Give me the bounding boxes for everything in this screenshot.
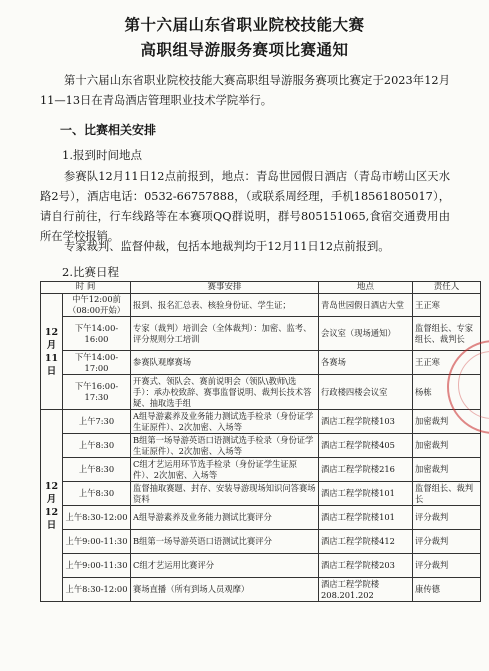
time-cell: 中午12:00前（08:00开始） <box>63 294 131 317</box>
location-cell: 各赛场 <box>319 351 413 375</box>
day-cell: 12月12日 <box>41 410 63 602</box>
header-location: 地点 <box>319 282 413 294</box>
location-cell: 酒店工程学院楼103 <box>319 410 413 434</box>
event-cell: B组第一场导游英语口语测试比赛评分 <box>131 530 319 554</box>
time-cell: 下午16:00-17:30 <box>63 375 131 410</box>
event-cell: A组导游素养及业务能力测试比赛评分 <box>131 506 319 530</box>
header-event: 赛事安排 <box>131 282 319 294</box>
responsible-cell: 加密裁判 <box>413 434 481 458</box>
event-cell: C组才艺运用环节选手检录（身份证学生证原件）、2次加密、入场等 <box>131 458 319 482</box>
table-row <box>41 530 481 554</box>
time-cell: 上午8:30 <box>63 458 131 482</box>
subheading-registration: 1.报到时间地点 <box>62 148 142 162</box>
subheading-schedule: 2.比赛日程 <box>62 265 119 279</box>
time-cell: 下午14:00-17:00 <box>63 351 131 375</box>
event-cell: A组导游素养及业务能力测试选手检录（身份证学生证原件）、2次加密、入场等 <box>131 410 319 434</box>
referee-paragraph: 专家裁判、监督仲裁，包括本地裁判均于12月11日12点前报到。 <box>64 240 390 253</box>
event-cell: 开赛式、领队会、赛前说明会（领队\教师\选手）：承办校致辞、赛事监督说明、裁判长技术答疑、抽取选手组 <box>131 375 319 410</box>
section-heading: 一、比赛相关安排 <box>60 123 157 137</box>
time-cell: 上午8:30-12:00 <box>63 578 131 602</box>
day-cell: 12月11日 <box>41 294 63 410</box>
responsible-cell: 王正寒 <box>413 351 481 375</box>
location-cell: 酒店工程学院楼216 <box>319 458 413 482</box>
event-cell: C组才艺运用比赛评分 <box>131 554 319 578</box>
intro-paragraph: 第十六届山东省职业院校技能大赛高职组导游服务赛项比赛定于2023年12月11—13日在青岛酒店管理职业技术学院举行。 <box>40 74 450 107</box>
responsible-cell: 监督组长、专家组长、裁判长 <box>413 317 481 351</box>
location-cell: 酒店工程学院楼412 <box>319 530 413 554</box>
location-cell: 酒店工程学院楼101 <box>319 506 413 530</box>
location-cell: 行政楼四楼会议室 <box>319 375 413 410</box>
location-cell: 酒店工程学院楼405 <box>319 434 413 458</box>
location-cell: 酒店工程学院楼101 <box>319 482 413 506</box>
time-cell: 上午8:30 <box>63 434 131 458</box>
time-cell: 上午9:00-11:30 <box>63 554 131 578</box>
table-row <box>41 351 481 375</box>
responsible-cell: 监督组长、裁判长 <box>413 482 481 506</box>
time-cell: 上午8:30 <box>63 482 131 506</box>
responsible-cell: 评分裁判 <box>413 506 481 530</box>
event-cell: 报到、报名汇总表、核验身份证、学生证； <box>131 294 319 317</box>
notice-title-line2: 高职组导游服务赛项比赛通知 <box>140 41 349 59</box>
table-row <box>41 578 481 602</box>
schedule-table <box>40 281 481 602</box>
notice-title-line1: 第十六届山东省职业院校技能大赛 <box>124 16 365 34</box>
location-cell: 酒店工程学院楼208.201.202 <box>319 578 413 602</box>
responsible-cell: 康传德 <box>413 578 481 602</box>
table-row <box>41 554 481 578</box>
table-row <box>41 482 481 506</box>
event-cell: B组第一场导游英语口语测试选手检录（身份证学生证原件）、2次加密、入场等 <box>131 434 319 458</box>
table-row <box>41 410 481 434</box>
responsible-cell: 杨栋 <box>413 375 481 410</box>
header-responsible: 责任人 <box>413 282 481 294</box>
location-cell: 青岛世园假日酒店大堂 <box>319 294 413 317</box>
registration-paragraph: 参赛队12月11日12点前报到，地点：青岛世园假日酒店（青岛市崂山区天水路2号），酒店电话：0532-66757888，（或联系周经理，手机18561805017），请自行前往，行车线路等在本赛项QQ群说明，群号805151065,食宿交通费用由所在学校报销。 <box>40 170 450 243</box>
header-time: 时 间 <box>41 282 131 294</box>
event-cell: 专家（裁判）培训会（全体裁判）：加密、监考、评分规则分工培训 <box>131 317 319 351</box>
responsible-cell: 加密裁判 <box>413 410 481 434</box>
table-row <box>41 375 481 410</box>
table-row <box>41 458 481 482</box>
responsible-cell: 王正寒 <box>413 294 481 317</box>
time-cell: 上午9:00-11:30 <box>63 530 131 554</box>
location-cell: 酒店工程学院楼203 <box>319 554 413 578</box>
event-cell: 监督抽取赛题、封存、安装导游现场知识问答赛场资料 <box>131 482 319 506</box>
table-header-row <box>41 282 481 294</box>
time-cell: 下午14:00-16:00 <box>63 317 131 351</box>
time-cell: 上午8:30-12:00 <box>63 506 131 530</box>
table-row <box>41 317 481 351</box>
event-cell: 赛场直播（所有到场人员观摩） <box>131 578 319 602</box>
table-row <box>41 506 481 530</box>
table-row <box>41 434 481 458</box>
responsible-cell: 评分裁判 <box>413 554 481 578</box>
responsible-cell: 评分裁判 <box>413 530 481 554</box>
time-cell: 上午7:30 <box>63 410 131 434</box>
location-cell: 会议室（现场通知） <box>319 317 413 351</box>
responsible-cell: 加密裁判 <box>413 458 481 482</box>
table-row <box>41 294 481 317</box>
event-cell: 参赛队观摩赛场 <box>131 351 319 375</box>
